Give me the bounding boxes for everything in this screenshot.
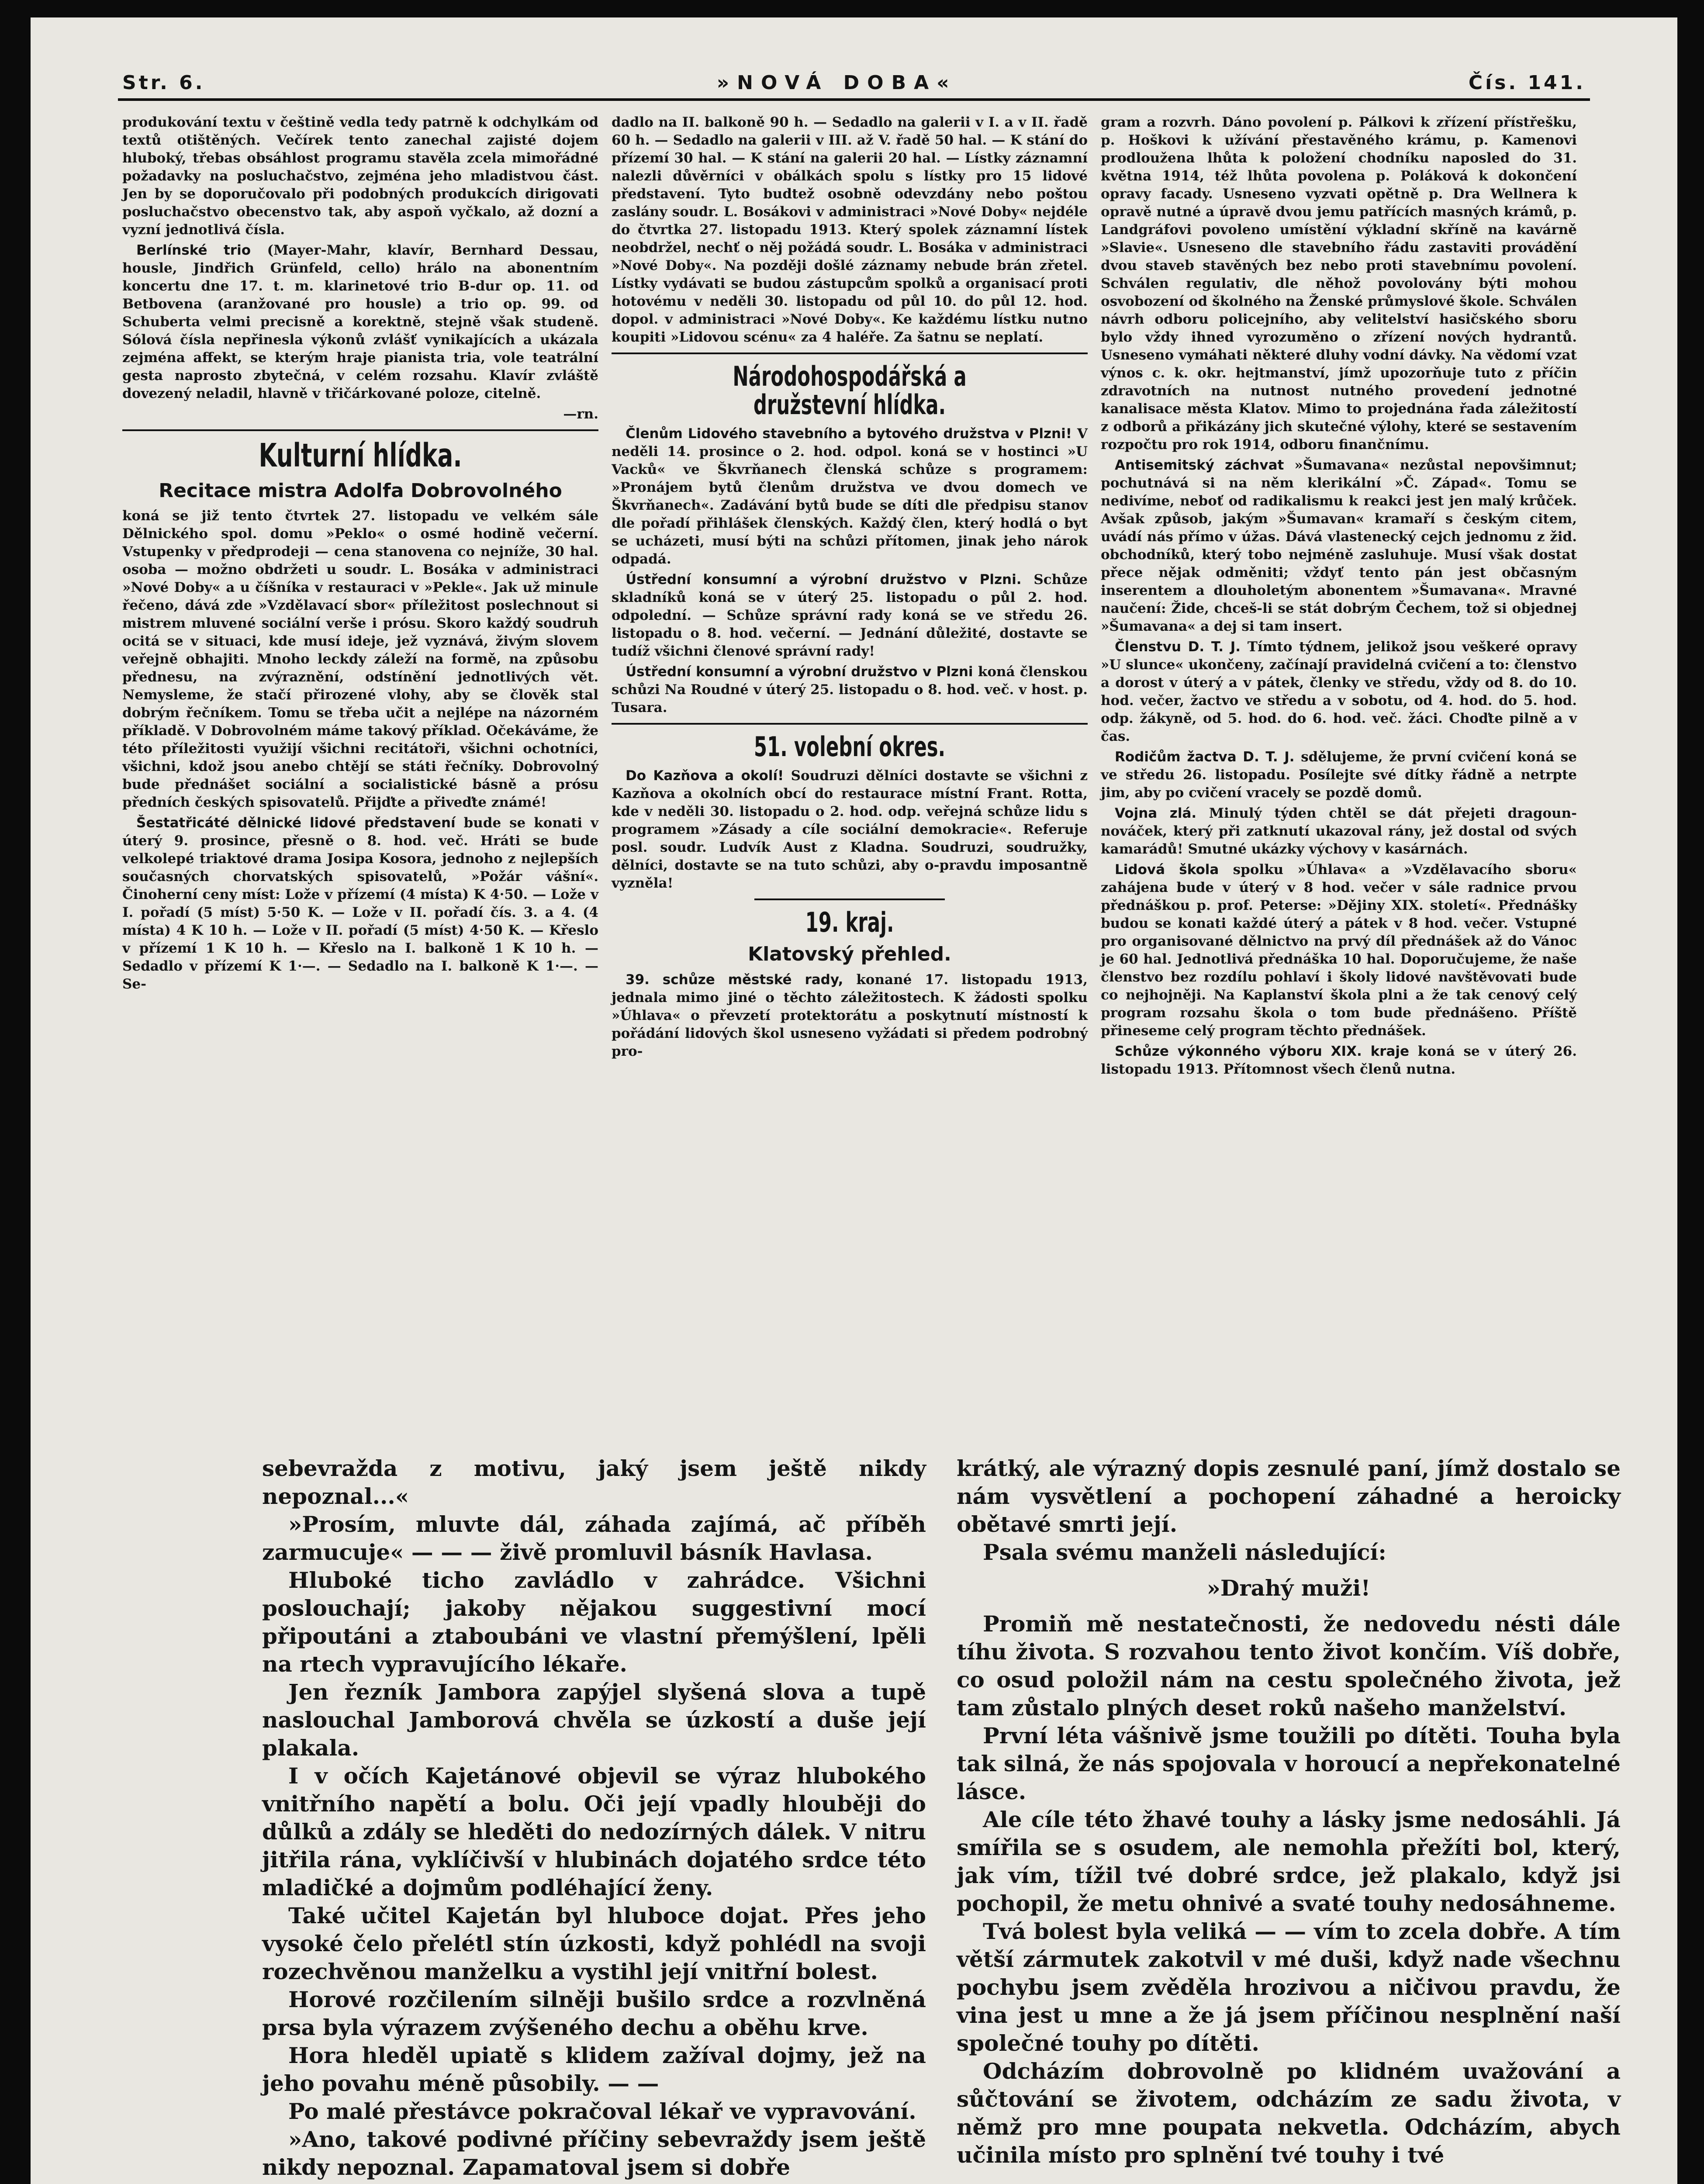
column-2 — [612, 114, 1088, 1063]
newspaper-title: »NOVÁ DOBA« — [716, 72, 957, 94]
article-text: koná členskou schůzi Na Roudné v úterý 25. listopadu o 8. hod. več. v host. p. Tusara. — [612, 664, 1088, 716]
article-lead: Vojna zlá. — [1115, 805, 1197, 821]
story-paragraph: »Prosím, mluvte dál, záhada zajímá, ač příběh zarmucuje« — — — živě promluvil básník Havlasa. — [262, 1511, 926, 1565]
section-heading-kraj: 19. kraj. — [805, 906, 894, 939]
article-lead: Lidová škola — [1115, 862, 1219, 878]
story-paragraph: Psala svému manželi následující: — [983, 1539, 1386, 1565]
article-paragraph — [1101, 748, 1577, 802]
article-text: »Šumavana« nezůstal nepovšimnut; pochutnává si na něm klerikální »Č. Západ«. Tomu se nedivíme, neboť od radikalismu k reakci jest jen malý krůček. Avšak způsob, jakým »Šumavan« kramaří s českým citem, uvádí nás přímo v úžas. Dává vlastenecký cejch jednomu z žid. obchodníků, který tobo nejméně zasluhuje. Musí však dostat přece nějak odměniti; vždyť tento pán jest občasným inserentem a dlouholetým abonentem »Šumavana«. Mravné naučení: Žide, chceš-li se stát dobrým Čechem, tož si objednej »Šumavana« a dej si tam insert. — [1101, 457, 1577, 634]
story-paragraph: »Ano, takové podivné příčiny sebevraždy jsem ještě nikdy nepoznal. Zapamatoval jsem si dobře — [262, 2126, 926, 2180]
article-paragraph — [122, 814, 598, 993]
story-paragraph: sebevražda z motivu, jaký jsem ještě nikdy nepoznal...« — [262, 1455, 926, 1509]
divider — [754, 898, 945, 900]
story-paragraph: Hluboké ticho zavládlo v zahrádce. Všichni poslouchají; jakoby nějakou suggestivní mocí připoutáni a ztaboubáni ve vlastní přemýšlení, lpěli na rtech vypravujícího lékaře. — [262, 1567, 926, 1677]
article-text: produkování textu v češtině vedla tedy patrně k odchylkám od textů otištěných. Večírek tento zanechal zajisté dojem hluboký, třebas obsáhlost programu stavěla zcela mimořádné požadavky na posluchačstvo, zejména jeho mladistvou část. Jen by se doporučovalo při podobných produkcích dirigovati posluchačstvo obecenstvo tak, aby aspoň vyčkalo, až dozní a vyzní jednotlivá čísla. — [122, 114, 598, 238]
story-paragraph: krátký, ale výrazný dopis zesnulé paní, jímž dostalo se nám vysvětlení a pochopení záhadné a heroicky obětavé smrti její. — [957, 1455, 1621, 1537]
story-paragraph: Tvá bolest byla veliká — — vím to zcela dobře. A tím větší zármutek zakotvil v mé duši, když nade všechnu pochybu jsem zvěděla hrozivou a ničivou pravdu, že vina jest u mne a že já jsem příčinou nesplnění naší společné touhy po dítěti. — [957, 1918, 1621, 2056]
header-rule — [118, 98, 1590, 101]
article-text: sdělujeme, že první cvičení koná se ve středu 26. listopadu. Posílejte své dítky řádně a netrpte jim, aby po cvičení vracely se pozdě domů. — [1101, 749, 1577, 801]
divider — [612, 352, 1088, 354]
article-paragraph — [122, 242, 598, 403]
signature: —rn. — [563, 406, 598, 422]
story-left-page — [262, 1455, 926, 2181]
story-paragraph: I v očích Kajetánové objevil se výraz hlubokého vnitřního napětí a bolu. Oči její vpadly hlouběji do důlků a zdály se hleděti do nedozírných dálek. V nitru jitřila rána, vyklíčivší v hlubinách dojatého srdce této mladičké a dojmům podléhající ženy. — [262, 1763, 926, 1901]
article-text: bude se konati v úterý 9. prosince, přesně o 8. hod. več. Hráti se bude velkolepé triaktové drama Josipa Kosora, jednoho z nejlepších současných chorvatských spisovatelů, »Požár vášní«. Činoherní ceny míst: Lože v přízemí (4 místa) K 4·50. — Lože v I. pořadí (5 míst) 5·50 K. — Lože v II. pořadí čís. 3. a 4. (4 místa) 4 K 10 h. — Lože v II. pořadí (5 míst) 4·50 K. — Křeslo v přízemí 1 K 10 h. — Křeslo na I. balkoně 1 K 10 h. — Sedadlo v přízemí K 1·—. — Sedadlo na I. balkoně K 1·—. — Se- — [122, 815, 598, 992]
story-paragraph: Také učitel Kajetán byl hluboce dojat. Přes jeho vysoké čelo přelétl stín úzkosti, když pohlédl na svoji rozechvěnou manželku a vystihl její vnitřní bolest. — [262, 1903, 926, 1984]
article-paragraph — [612, 971, 1088, 1061]
article-text: koná se již tento čtvrtek 27. listopadu ve velkém sále Dělnického spol. domu »Peklo« o osmé hodině večerní. Vstupenky v předprodeji — cena stanovena co nejníže, 30 hal. osoba — možno obdržeti u soudr. L. Bosáka v administraci »Nové Doby« a u číšníka v restauraci v »Pekle«. Jak už minule řečeno, dává zde »Vzdělavací sbor« příležitost poslechnout si mistrem mluvené sociální verše i prósu. Skoro každý soudruh ocitá se v situaci, kde musí ideje, jež vyznává, živým slovem veřejně obhajiti. Mnoho leckdy záleží na formě, na způsobu přednesu, na zvýraznění, odstínění jednotlivých vět. Nemysleme, že stačí přirozené vlohy, aby se člověk stal dobrým řečníkem. Tomu se třeba učit a nejlépe na názorném příkladě. V Dobrovolném máme takový příklad. Očekáváme, že této příležitosti využijí všichni recitátoři, všichni ochotníci, všichni, kdož jsou anebo chtějí se státi řečníky. Dobrovolný bude přednášet sociální a socialistické básně a prósu předních českých spisovatelů. Přijďte a přiveďte známé! — [122, 508, 598, 810]
column-3 — [1101, 114, 1577, 1081]
article-paragraph — [1101, 456, 1577, 636]
issue-number: Čís. 141. — [1468, 72, 1586, 94]
article-lead: Schůze výkonného výboru XIX. kraje — [1115, 1044, 1410, 1059]
divider — [612, 723, 1088, 725]
article-text: konané 17. listopadu 1913, jednala mimo jiné o těchto záležitostech. K žádosti spolku »Úhlava« o převzetí protektorátu a poskytnutí místností k pořádání lidových škol usneseno vyžádati si předem podrobný pro- — [612, 971, 1088, 1059]
article-paragraph — [1101, 638, 1577, 746]
article-paragraph — [1101, 861, 1577, 1040]
story-paragraph: Promiň mě nestatečnosti, že nedovedu nésti dále tíhu života. S rozvahou tento život končím. Víš dobře, co osud položil nám na cestu společného života, jež tam zůstalo plných deset roků našeho manželství. — [957, 1611, 1621, 1721]
subheading-recitace: Recitace mistra Adolfa Dobrovolného — [159, 479, 562, 502]
article-paragraph — [612, 571, 1088, 660]
story-paragraph: Ale cíle této žhavé touhy a lásky jsme nedosáhli. Já smířila se s osudem, ale nemohla přežíti bol, který, jak vím, tížil tvé dobré srdce, jež plakalo, když jsi pochopil, že metu ohnivé a svaté touhy nedosáhneme. — [957, 1807, 1621, 1916]
subheading-klatovsky-prehled: Klatovský přehled. — [748, 943, 951, 966]
article-paragraph — [1101, 805, 1577, 858]
article-text: Soudruzi dělníci dostavte se všichni z Kazňova a okolních obcí do restaurace místní Frant. Rotta, kde v neděli 30. listopadu o 2. hod. odp. veřejná schůze lidu s programem »Zásady a cíle sociální demokracie«. Referuje posl. soudr. Ludvík Aust z Kladna. Soudruzi, soudružky, dělníci, dostavte se na tuto schůzi, aby o-pravdu imposantně vyzněla! — [612, 768, 1088, 892]
article-text: spolku »Úhlava« a »Vzdělavacího sboru« zahájena bude v úterý v 8 hod. večer v sále radnice prvou přednáškou p. prof. Peterse: »Dějiny XIX. století«. Přednášky budou se konati každé úterý a pátek v 8 hod. večer. Vstupné pro organisované dělnictvo na prvý díl přednášek až do Vánoc je 60 hal. Jednotlivá přednáška 10 hal. Doporučujeme, že naše členstvo bez rozdílu pohlaví i školy lidové navštěvovati bude co nejhojněji. Na Kaplanství škola plni a že tak cenový celý program rozsahu škola o tom bude přednášeno. Příště přineseme celý program těchto přednášek. — [1101, 862, 1577, 1039]
story-paragraph: Odcházím dobrovolně po klidném uvažování a sůčtování se životem, odcházím ze sadu života, v němž pro mne poupata nekvetla. Odcházím, abych učinila místo pro splnění tvé touhy i tvé — [957, 2058, 1621, 2168]
article-lead: Ústřední konsumní a výrobní družstvo v Plzni. — [626, 572, 1022, 588]
article-text: Schůze skladníků koná se v úterý 25. listopadu o půl 2. hod. odpolední. — Schůze správní rady koná se ve středu 26. listopadu o 8. hod. večerní. — Jednání důležité, dostavte se tudíž všichni členové správní rady! — [612, 572, 1088, 660]
story-paragraph: Jen řezník Jambora zapýjel slyšená slova a tupě naslouchal Jamborová chvěla se úzkostí a duše její plakala. — [262, 1679, 926, 1761]
article-lead: 39. schůze městské rady, — [626, 971, 843, 988]
page-header — [122, 41, 1586, 94]
story-paragraph: První léta vášnivě jsme toužili po dítěti. Touha byla tak silná, že nás spojovala v horoucí a nepřekonatelné lásce. — [957, 1723, 1621, 1804]
section-heading-kulturni-hlidka: Kulturní hlídka. — [259, 437, 462, 474]
section-heading-volebni-okres: 51. volební okres. — [753, 731, 946, 763]
section-heading-narodohospodarska: Národohospodářská a družstevní hlídka. — [733, 360, 967, 421]
article-lead: Rodičům žactva D. T. J. — [1115, 749, 1295, 765]
article-text: gram a rozvrh. Dáno povolení p. Pálkovi k zřízení přístřešku, p. Hoškovi k užívání přestavěného krámu, p. Kamenovi prodloužena lhůta k položení chodníku naposled do 31. května 1914, též lhůta povolena p. Poláková k dokončení opravy facady. Usneseno vyzvati opětně p. Dra Wellnera k opravě nutné a úpravě dvou jemu patřících masných krámů, p. Landgráfovi povoleno umístění výkladní skříně na kavárně »Slavie«. Usneseno dle stavebního řádu zastaviti provádění dvou staveb stavěných bez nebo proti stavebnímu povolení. Schválen regulativ, dle něhož povolovány býti mohou osvobození od školného na Ženské průmyslové škole. Schválen návrh odboru policejního, aby velitelství hasičského sboru bylo vždy ihned vyrozuměno o zřízení nových hydrantů. Usneseno vymáhati některé dluhy vodní dávky. Na vědomí vzat výnos c. k. okr. hejtmanství, jímž upozorňuje tuto z příčin zdravotních na nutnost nutného provedení jednotné kanalisace města Klatov. Mimo to projednána řada záležitostí z odborů a přikázány jich skutečné výlohy, které se sestavením rozpočtu pro rok 1914, odboru finančnímu. — [1101, 114, 1577, 453]
article-paragraph — [612, 425, 1088, 568]
story-right-page — [957, 1455, 1621, 2169]
newspaper-page — [31, 17, 1677, 2184]
article-text: dadlo na II. balkoně 90 h. — Sedadlo na galerii v I. a v II. řadě 60 h. — Sedadlo na galerii v III. až V. řadě 50 hal. — K stání do přízemí 30 hal. — K stání na galerii 20 hal. — Lístky záznamní nalezli důvěrníci v obálkách spolu s lístky pro 15 lidové představení. Tyto budtež osobně odevzdány nebo poštou zaslány soudr. L. Bosákovi v administraci »Nové Doby« nejdéle do čtvrtka 27. listopadu 1913. Který spolek záznamní lístek neobdržel, nechť o něj požádá soudr. L. Bosáka v administraci »Nové Doby«. Na později došlé záznamy nebude brán zřetel. Lístky vydávati se budou zástupcům spolků a organisací proti hotovému v neděli 30. listopadu od půl 10. do půl 12. hod. dopol. v administraci »Nové Doby«. Ke každému lístku nutno koupiti »Lidovou scénu« za 4 haléře. Za šatnu se neplatí. — [612, 114, 1088, 345]
article-text: Tímto týdnem, jelikož jsou veškeré opravy »U slunce« ukončeny, začínají pravidelná cvičení a to: členstvo a dorost v úterý a v pátek, členky ve středu, vždy od 8. do 10. hod. večer, žactvo ve středu a v sobotu, od 4. hod. do 5. hod. odp. žákyně, od 5. hod. do 6. hod. več. žáci. Choďte pilně a v čas. — [1101, 639, 1577, 744]
article-lead: Členstvu D. T. J. — [1115, 639, 1241, 655]
article-text: Minulý týden chtěl se dát přejeti dragoun-nováček, který při zatknutí ukazoval rány, jež dostal od svých kamarádů! Smutné ukázky výchovy v kasárnách. — [1101, 805, 1577, 857]
article-paragraph — [612, 767, 1088, 892]
article-lead: Členům Lidového stavebního a bytového družstva v Plzni! — [626, 426, 1072, 442]
divider — [122, 429, 598, 431]
article-text: (Mayer-Mahr, klavír, Bernhard Dessau, housle, Jindřich Grünfeld, cello) hrálo na abonentním koncertu dne 17. t. m. klarinetové trio B-dur op. 11. od Betbovena (aranžované pro housle) a trio op. 99. od Schuberta velmi precisně a korektně, stejně však studeně. Sólová čísla nepřinesla výkonů zvlášť vynikajících a ukázala zejména affekt, se kterým hraje pianista tria, vole teatrální gesta naprosto zbytečná, v celém rozsahu. Klavír zvláště dovezený neladil, hlavně v třičárkované poloze, citelně. — [122, 242, 598, 401]
article-lead: Berlínské trio — [136, 242, 251, 258]
story-paragraph: Horové rozčilením silněji bušilo srdce a rozvlněná prsa byla výrazem zvýšeného dechu a oběhu krve. — [262, 1987, 926, 2040]
article-text: V neděli 14. prosince o 2. hod. odpol. koná se v hostinci »U Vacků« ve Škvrňanech členská schůze s programem: »Pronájem bytů členům družstva ve dvou domech ve Škvrňanech«. Zadávání bytů bude se díti dle předpisu stanov dle pořadí přihlášek členských. Každý člen, který hodlá o byt se ucházeti, musí býti na schůzi přítomen, jinak jeho nárok odpadá. — [612, 426, 1088, 567]
article-text: koná se v úterý 26. listopadu 1913. Přítomnost všech členů nutna. — [1101, 1044, 1577, 1077]
article-lead: Antisemitský záchvat — [1115, 457, 1284, 473]
story-paragraph: Hora hleděl upiatě s klidem zažíval dojmy, jež na jeho povahu méně působily. — — — [262, 2042, 926, 2096]
article-lead: Šestatřicáté dělnické lidové představení — [136, 815, 456, 831]
article-lead: Ústřední konsumní a výrobní družstvo v Plzni — [626, 664, 973, 680]
article-paragraph — [1101, 1043, 1577, 1078]
story-paragraph: Po malé přestávce pokračoval lékař ve vypravování. — [288, 2098, 916, 2124]
article-paragraph — [612, 663, 1088, 717]
article-lead: Do Kazňova a okolí! — [626, 768, 784, 784]
letter-salutation: »Drahý muži! — [1206, 1575, 1371, 1601]
page-number-label: Str. 6. — [122, 72, 205, 94]
column-1 — [122, 114, 598, 996]
